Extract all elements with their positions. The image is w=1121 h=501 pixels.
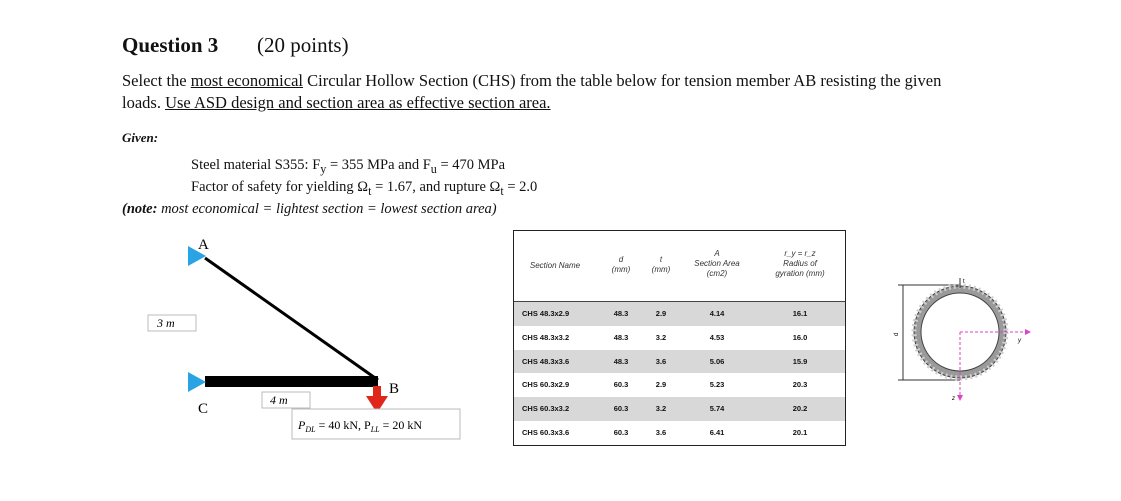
z-label: z <box>952 396 955 402</box>
load-p-dl: P <box>298 418 306 432</box>
fos-text-a: Factor of safety for yielding Ω <box>191 179 369 195</box>
cell-radius: 20.3 <box>792 380 808 390</box>
cell-t: 3.2 <box>655 404 667 414</box>
chs-cross-section <box>890 270 1040 410</box>
cell-section-name: CHS 48.3x3.2 <box>522 332 570 342</box>
th-area <box>682 249 752 279</box>
label-c: C <box>198 401 209 417</box>
th-area-symbol: A <box>714 249 720 258</box>
table-row <box>514 397 845 421</box>
table-row <box>514 373 845 397</box>
question-text-part-1: Select the <box>122 71 191 90</box>
width-label: 4 m <box>270 393 288 407</box>
table-row <box>514 350 845 374</box>
table-row <box>514 421 845 445</box>
given-label: Given: <box>122 130 159 145</box>
y-axis-arrow-icon <box>1025 329 1031 335</box>
fos-sub-1: t <box>368 183 372 198</box>
cell-d: 48.3 <box>613 356 629 366</box>
y-label: y <box>1018 338 1021 344</box>
cell-section-name: CHS 48.3x3.6 <box>522 356 570 366</box>
question-text-underlined-1: most economical <box>190 71 303 90</box>
t-label: t <box>963 279 965 285</box>
member-cb <box>205 376 378 387</box>
table-row <box>514 326 845 350</box>
steel-text-b: = 355 MPa and F <box>326 157 431 173</box>
th-area-unit: (cm2) <box>706 269 728 278</box>
cell-t: 3.6 <box>655 356 667 366</box>
table-row <box>514 302 845 326</box>
label-b: B <box>389 381 400 397</box>
question-points: (20 points) <box>257 33 349 57</box>
cell-section-name: CHS 60.3x3.2 <box>522 404 570 414</box>
question-text-part-3: Circular Hollow Section (CHS) from the table below for tension member AB resisting the given loads. <box>122 71 942 112</box>
load-label <box>297 418 422 434</box>
cell-section-name: CHS 60.3x3.6 <box>522 427 570 437</box>
cell-area: 4.53 <box>709 332 725 342</box>
cell-radius: 15.9 <box>792 356 808 366</box>
height-label: 3 m <box>157 316 175 330</box>
cell-d: 60.3 <box>613 427 629 437</box>
steel-sub-y: y <box>320 161 327 176</box>
cell-area: 6.41 <box>709 427 725 437</box>
fos-text-b: = 1.67, and rupture Ω <box>371 179 501 195</box>
th-area-name: Section Area <box>694 259 740 268</box>
steel-text-c: = 470 MPa <box>436 157 506 173</box>
th-t-unit: (mm) <box>651 265 671 274</box>
th-d-symbol: d <box>618 255 624 264</box>
th-d <box>604 255 638 275</box>
cell-radius: 20.1 <box>792 427 808 437</box>
th-radius <box>760 249 840 279</box>
cell-section-name: CHS 60.3x2.9 <box>522 380 570 390</box>
section-table <box>513 230 846 446</box>
fos-sub-2: t <box>500 183 504 198</box>
th-radius-symbol: r_y = r_z <box>784 249 816 258</box>
th-radius-name: Radius of <box>783 259 817 268</box>
z-axis-arrow-icon <box>957 395 963 401</box>
table-body <box>514 302 845 445</box>
truss-diagram <box>0 0 500 501</box>
th-d-unit: (mm) <box>611 265 631 274</box>
cell-section-name: CHS 48.3x2.9 <box>522 309 570 318</box>
support-c-icon <box>188 372 206 392</box>
note-bold: (note: <box>122 201 158 217</box>
label-a: A <box>198 237 209 253</box>
load-sub-dl: DL <box>305 425 316 434</box>
question-title: Question 3 <box>122 33 219 57</box>
cell-t: 2.9 <box>655 309 667 318</box>
note-rest: most economical = lightest section = lowest section area) <box>157 201 497 217</box>
cell-radius: 16.1 <box>792 309 808 318</box>
cell-t: 3.6 <box>655 427 667 437</box>
cell-area: 4.14 <box>709 309 725 318</box>
question-text-underlined-2: Use ASD design and section area as effective section area. <box>165 93 551 112</box>
cell-area: 5.74 <box>709 404 725 414</box>
cell-d: 48.3 <box>613 309 629 318</box>
steel-sub-u: u <box>430 161 437 176</box>
cell-d: 48.3 <box>613 332 629 342</box>
th-section-name: Section Name <box>529 261 581 270</box>
cell-radius: 16.0 <box>792 332 808 342</box>
cell-t: 2.9 <box>655 380 667 390</box>
th-radius-unit: gyration (mm) <box>775 269 825 278</box>
load-sub-ll: LL <box>370 425 380 434</box>
load-text-b: = 40 kN, P <box>315 418 371 432</box>
steel-text-a: Steel material S355: F <box>191 157 321 173</box>
cell-radius: 20.2 <box>792 404 808 414</box>
cell-area: 5.06 <box>709 356 725 366</box>
cell-d: 60.3 <box>613 404 629 414</box>
table-header <box>514 231 845 302</box>
d-label: d <box>894 332 900 336</box>
th-t-symbol: t <box>659 255 663 264</box>
th-t <box>644 255 678 275</box>
load-text-c: = 20 kN <box>379 418 423 432</box>
member-ab <box>205 258 378 380</box>
cell-t: 3.2 <box>655 332 667 342</box>
fos-text-c: = 2.0 <box>503 179 538 195</box>
cell-d: 60.3 <box>613 380 629 390</box>
cell-area: 5.23 <box>709 380 725 390</box>
